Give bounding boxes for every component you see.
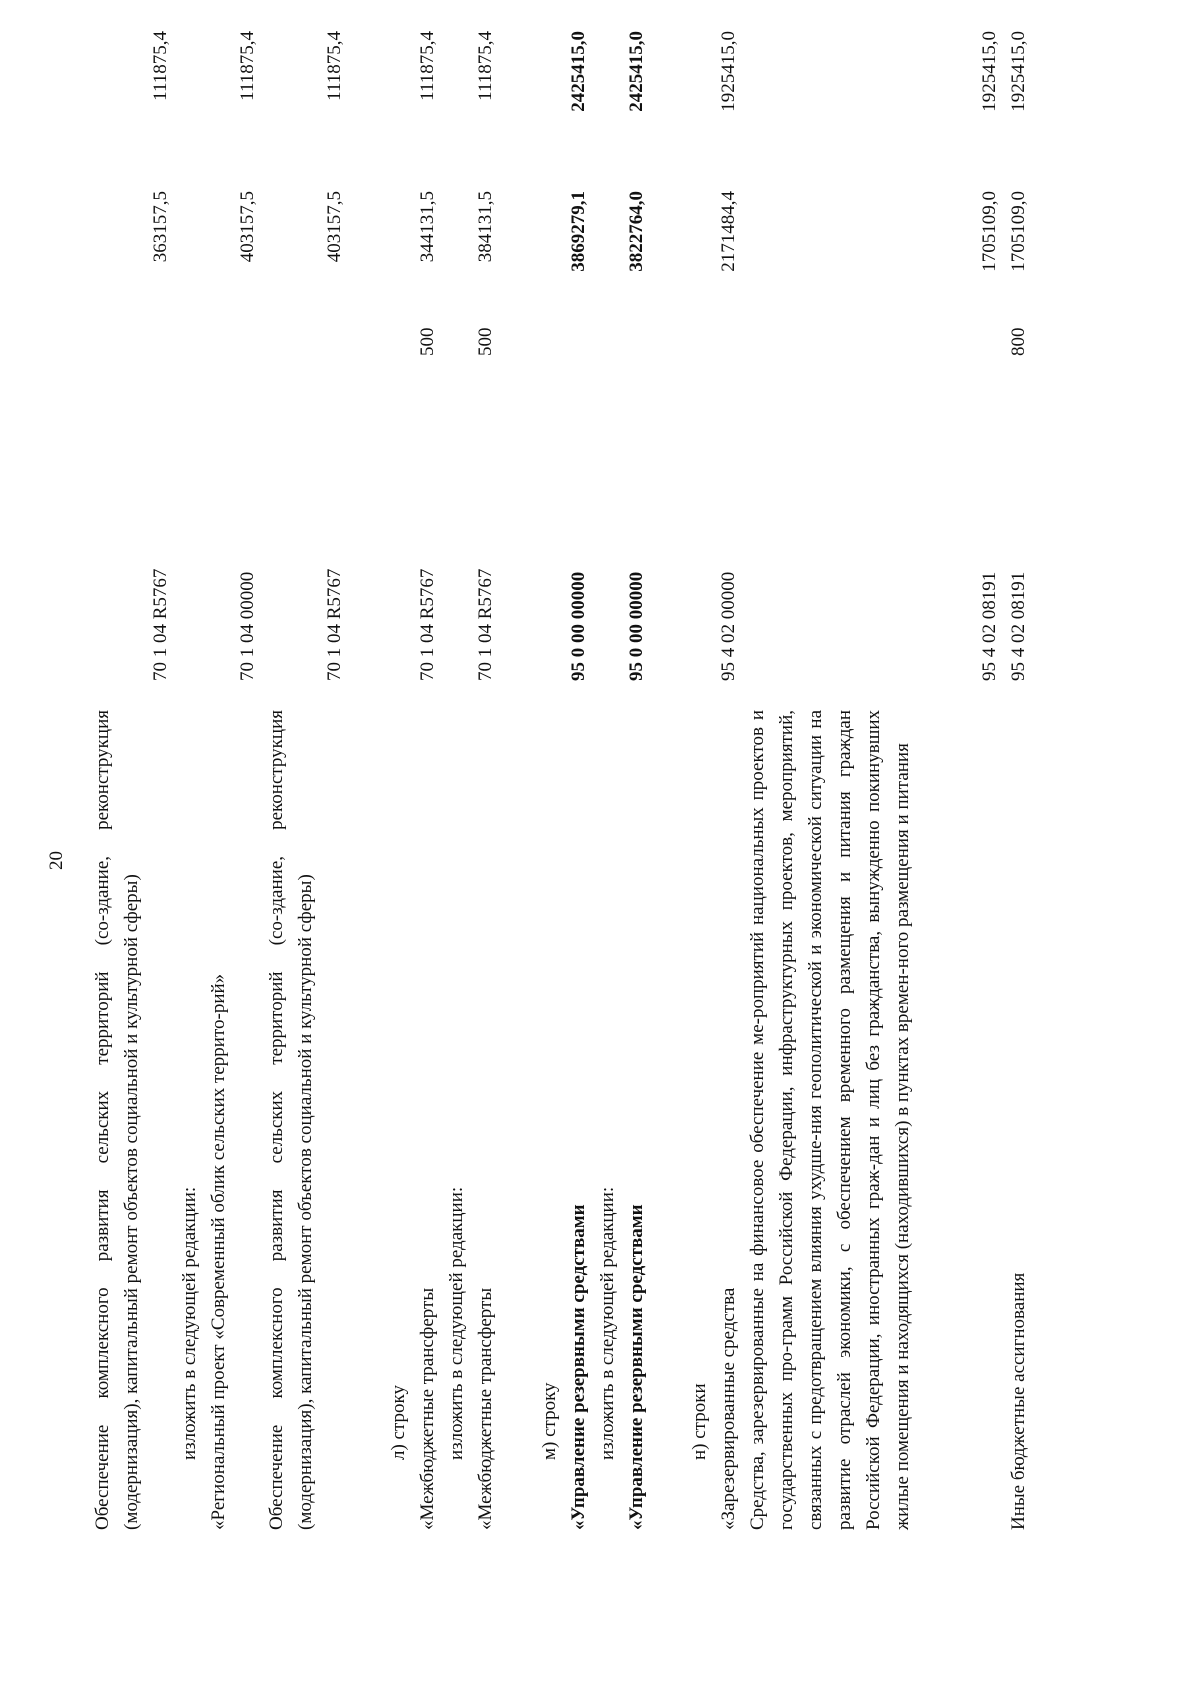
row-code: 95 0 00 00000 bbox=[625, 571, 647, 681]
row-description: «Межбюджетные трансферты bbox=[416, 1287, 438, 1530]
row-code: 95 4 02 00000 bbox=[718, 571, 740, 681]
row-expense-type: 800 bbox=[1008, 327, 1030, 356]
row-description: «Региональный проект «Современный облик сельских террито-рий» bbox=[208, 973, 229, 1530]
row-value-2: 2425415,0 bbox=[567, 31, 589, 112]
row-description: «Зарезервированные средства bbox=[718, 1287, 740, 1530]
row-value-1: 1705109,0 bbox=[979, 191, 1001, 272]
row-description: «Межбюджетные трансферты bbox=[474, 1287, 496, 1530]
row-value-1: 1705109,0 bbox=[1008, 191, 1030, 272]
row-value-1: 3869279,1 bbox=[567, 191, 589, 272]
row-value-1: 2171484,4 bbox=[718, 191, 740, 272]
row-code: 70 1 04 00000 bbox=[237, 571, 258, 681]
amendment-heading: м) строку bbox=[538, 1382, 560, 1460]
amendment-heading: н) строки bbox=[689, 1383, 711, 1460]
row-value-2: 1925415,0 bbox=[1008, 31, 1030, 112]
row-value-2: 1925415,0 bbox=[718, 31, 740, 112]
row-value-2: 1925415,0 bbox=[979, 31, 1001, 112]
row-expense-type: 500 bbox=[474, 327, 496, 356]
row-code: 95 4 02 08191 bbox=[1008, 571, 1030, 681]
amendment-heading: изложить в следующей редакции: bbox=[179, 1186, 200, 1460]
row-description: «Управление резервными средствами bbox=[567, 1204, 589, 1530]
row-value-1: 363157,5 bbox=[150, 191, 171, 263]
row-value-2: 111875,4 bbox=[324, 31, 345, 101]
row-code: 70 1 04 R5767 bbox=[474, 568, 496, 681]
row-value-1: 403157,5 bbox=[324, 191, 345, 263]
row-description: Средства, зарезервированные на финансовое обеспечение ме-роприятий национальных проектов и государственных про-грамм Российской Федерации, инфраструктурных проектов, мероприятий, связанных с предотвращением влияния ухудше-ния геополитической и экономической ситуации на развитие отраслей экономики, с обеспечением временного размещения и питания граждан Российской Федерации, иностранных граж-дан и лиц без гражданства, вынужденно покинувших жилые помещения и находящихся (находившихся) в пунктах времен-ного размещения и питания bbox=[747, 710, 914, 1530]
page-number: 20 bbox=[46, 851, 67, 870]
row-description: Обеспечение комплексного развития сельских территорий (со-здание, реконструкция (модернизация), капитальный ремонт объектов социальной и культурной сферы) bbox=[266, 710, 316, 1530]
amendment-heading: изложить в следующей редакции: bbox=[445, 1186, 467, 1460]
row-value-1: 344131,5 bbox=[416, 191, 438, 263]
row-description: «Управление резервными средствами bbox=[625, 1204, 647, 1530]
row-expense-type: 500 bbox=[416, 327, 438, 356]
row-value-2: 111875,4 bbox=[150, 31, 171, 101]
amendment-heading: изложить в следующей редакции: bbox=[596, 1186, 618, 1460]
row-value-2: 111875,4 bbox=[474, 31, 496, 101]
row-code: 95 4 02 08191 bbox=[979, 571, 1001, 681]
row-code: 95 0 00 00000 bbox=[567, 571, 589, 681]
row-code: 70 1 04 R5767 bbox=[324, 568, 345, 681]
row-code: 70 1 04 R5767 bbox=[416, 568, 438, 681]
row-value-1: 403157,5 bbox=[237, 191, 258, 263]
row-value-1: 3822764,0 bbox=[625, 191, 647, 272]
row-description: Иные бюджетные ассигнования bbox=[1008, 1272, 1030, 1530]
row-value-2: 2425415,0 bbox=[625, 31, 647, 112]
row-value-2: 111875,4 bbox=[237, 31, 258, 101]
row-value-2: 111875,4 bbox=[416, 31, 438, 101]
row-value-1: 384131,5 bbox=[474, 191, 496, 263]
amendment-heading: л) строку bbox=[387, 1385, 409, 1460]
row-code: 70 1 04 R5767 bbox=[150, 568, 171, 681]
row-description: Обеспечение комплексного развития сельских территорий (со-здание, реконструкция (модернизация), капитальный ремонт объектов социальной и культурной сферы) bbox=[92, 710, 142, 1530]
